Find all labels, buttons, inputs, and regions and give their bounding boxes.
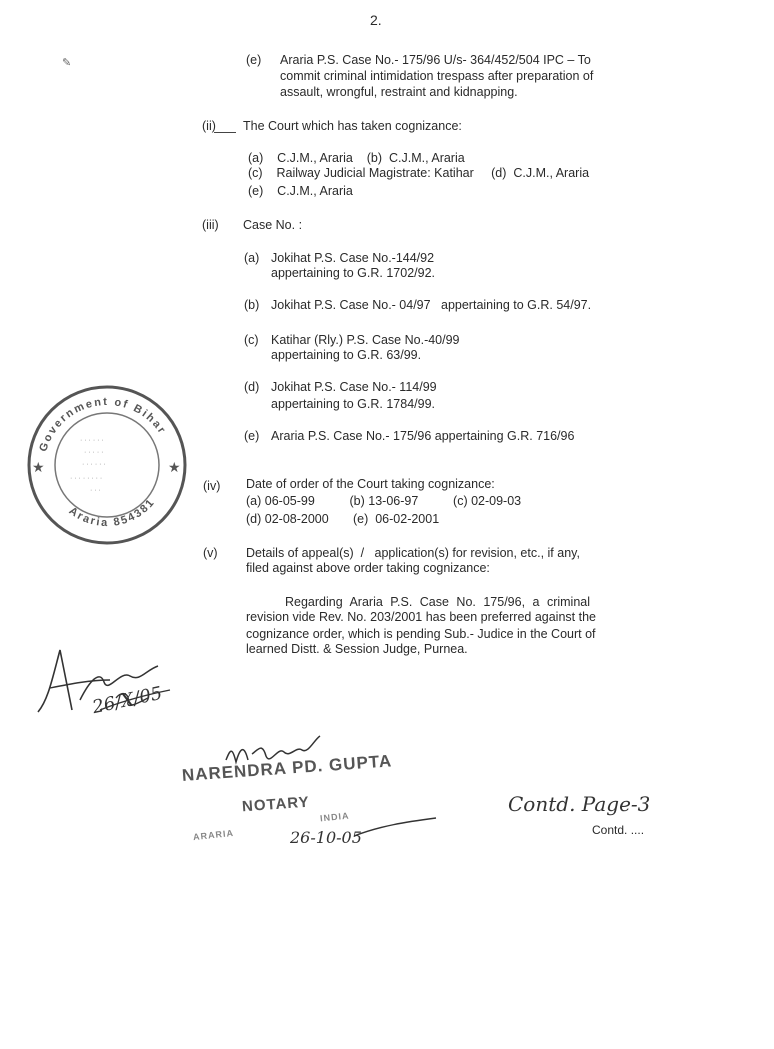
case-a-line-2: appertaining to G.R. 1702/92. (271, 266, 436, 280)
section-v-line-1: Details of appeal(s) / application(s) for revision, etc., if any, (246, 546, 580, 560)
paragraph-line-2: revision vide Rev. No. 203/2001 has been preferred against the (246, 610, 596, 624)
notary-place: ARARIA (192, 827, 235, 843)
court-row-2: (c) Railway Judicial Magistrate: Katihar (d) C.J.M., Araria (248, 166, 590, 180)
handwritten-signature-date: 26/X/05 (90, 682, 165, 719)
speck-mark: ✎ (62, 57, 72, 69)
government-seal (22, 380, 192, 550)
case-b-label: (b) (244, 298, 260, 312)
page-number: 2. (370, 12, 382, 28)
paragraph-line-1: Regarding Araria P.S. Case No. 175/96, a criminal (285, 595, 591, 609)
case-c-line-1: Katihar (Rly.) P.S. Case No.-40/99 (271, 333, 460, 347)
case-a-line-1: Jokihat P.S. Case No.-144/92 (271, 251, 435, 265)
date-row-2: (d) 02-08-2000 (e) 06-02-2001 (246, 512, 440, 526)
item-e-line-2: commit criminal intimidation trespass after preparation of (280, 69, 594, 83)
case-b-line-1: Jokihat P.S. Case No.- 04/97 appertaining to G.R. 54/97. (271, 298, 592, 312)
case-d-label: (d) (244, 380, 260, 394)
seal-top-text: Government of Bihar (37, 395, 169, 454)
continued-marker: Contd. .... (592, 823, 645, 837)
section-ii-number: (ii) (202, 119, 216, 133)
date-row-1: (a) 06-05-99 (b) 13-06-97 (c) 02-09-03 (246, 494, 522, 508)
section-iii-number: (iii) (202, 218, 219, 232)
svg-text:· · · · · · · ·: · · · · · · · · (70, 475, 103, 482)
section-iii-heading: Case No. : (243, 218, 303, 232)
svg-text:· · · · ·: · · · · · (84, 449, 104, 456)
notary-handwritten-date: 26-10-05 (290, 828, 362, 847)
case-d-line-2: appertaining to G.R. 1784/99. (271, 397, 436, 411)
item-e-label: (e) (246, 53, 262, 67)
notary-title: NOTARY (241, 793, 311, 816)
svg-text:· · ·: · · · (90, 487, 101, 494)
case-c-line-2: appertaining to G.R. 63/99. (271, 348, 422, 362)
case-c-label: (c) (244, 333, 259, 347)
item-e-line-1: Araria P.S. Case No.- 175/96 U/s- 364/452/504 IPC – To (280, 53, 591, 67)
section-iv-heading: Date of order of the Court taking cognizance: (246, 477, 495, 491)
pen-stroke (350, 812, 440, 842)
svg-text:· · · · · ·: · · · · · · (82, 461, 106, 468)
case-e-label: (e) (244, 429, 260, 443)
section-iv-number: (iv) (203, 479, 221, 493)
paragraph-line-4: learned Distt. & Session Judge, Purnea. (246, 642, 468, 656)
item-e-line-3: assault, wrongful, restraint and kidnapping. (280, 85, 518, 99)
handwritten-continued-note: Contd. Page-3 (508, 792, 651, 816)
court-row-3: (e) C.J.M., Araria (248, 184, 353, 198)
underline-mark (214, 132, 236, 133)
notary-country: INDIA (319, 810, 350, 824)
case-d-line-1: Jokihat P.S. Case No.- 114/99 (271, 380, 437, 394)
svg-text:· · · · · ·: · · · · · · (80, 437, 104, 444)
court-row-1: (a) C.J.M., Araria (b) C.J.M., Araria (248, 151, 465, 165)
svg-text:★: ★ (32, 459, 45, 475)
section-v-number: (v) (203, 546, 218, 560)
section-v-line-2: filed against above order taking cognizance: (246, 561, 490, 575)
svg-text:★: ★ (168, 459, 181, 475)
paragraph-line-3: cognizance order, which is pending Sub.- Judice in the Court of (246, 627, 596, 641)
seal-bottom-text: Araria 854381 (66, 495, 158, 530)
case-e-line-1: Araria P.S. Case No.- 175/96 appertaining G.R. 716/96 (271, 429, 575, 443)
section-ii-heading: The Court which has taken cognizance: (243, 119, 462, 133)
notary-name: NARENDRA PD. GUPTA (181, 751, 393, 785)
case-a-label: (a) (244, 251, 260, 265)
